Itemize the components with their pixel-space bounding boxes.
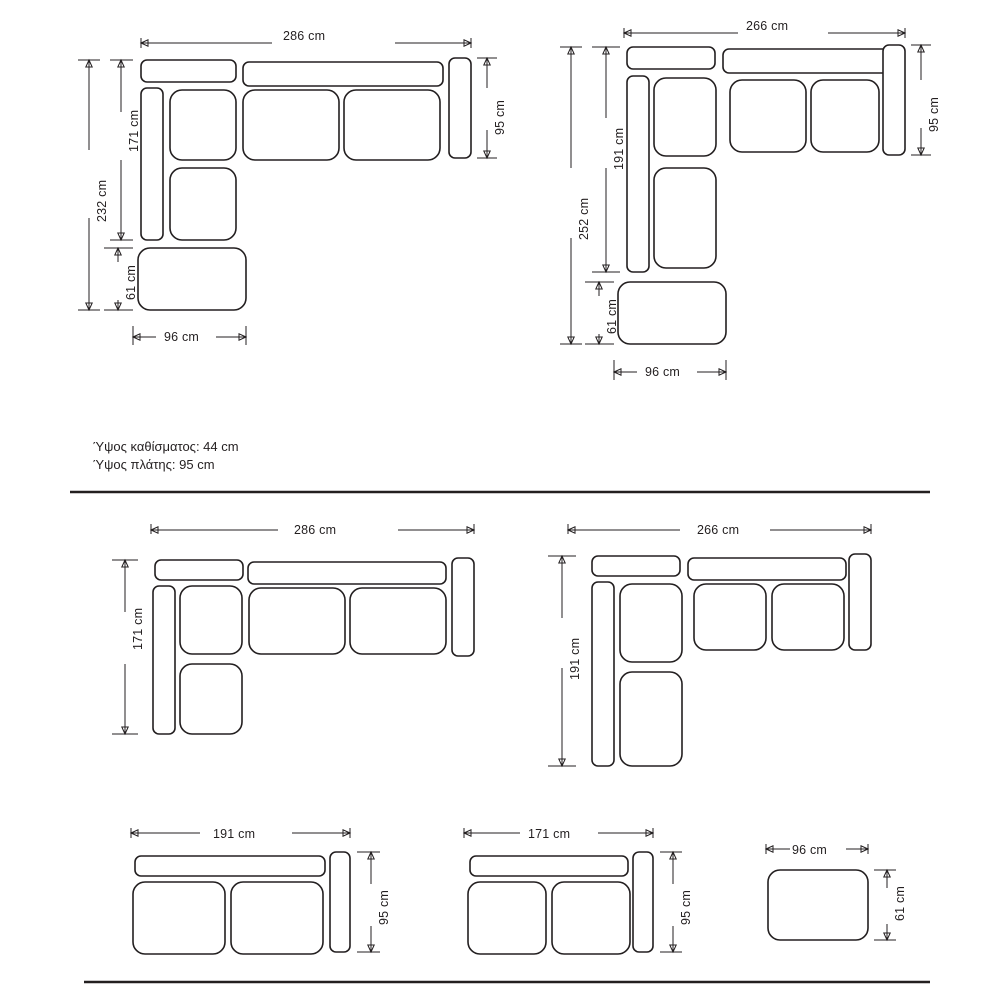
label-95-bottom-middle: 95 cm	[679, 889, 693, 925]
label-266-mid-right: 266 cm	[697, 523, 740, 537]
label-95-bottom-left: 95 cm	[377, 889, 391, 925]
label-96-top-right: 96 cm	[645, 365, 681, 379]
label-61-top-right: 61 cm	[605, 298, 619, 334]
label-61-top-left: 61 cm	[124, 264, 138, 300]
label-96-top-left: 96 cm	[164, 330, 200, 344]
label-61-bottom-right: 61 cm	[893, 885, 907, 921]
label-191-bottom-left: 191 cm	[213, 827, 256, 841]
note-seat-height: Ύψος καθίσματος: 44 cm	[93, 439, 239, 454]
label-286-top-left: 286 cm	[283, 29, 326, 43]
note-back-height: Ύψος πλάτης: 95 cm	[93, 457, 215, 472]
label-232-top-left: 232 cm	[95, 179, 109, 222]
label-252-top-right: 252 cm	[577, 197, 591, 240]
label-286-mid-left: 286 cm	[294, 523, 337, 537]
view-bottom-right-shapes	[766, 844, 896, 940]
label-96-bottom-right: 96 cm	[792, 843, 828, 857]
view-top-left-shapes	[78, 38, 497, 345]
label-171-top-left: 171 cm	[127, 109, 141, 152]
label-171-bottom-middle: 171 cm	[528, 827, 571, 841]
label-171-mid-left: 171 cm	[131, 607, 145, 650]
label-266-top-right: 266 cm	[746, 19, 789, 33]
view-mid-left-shapes	[112, 524, 474, 734]
view-bottom-middle-shapes	[464, 828, 682, 954]
view-bottom-left-shapes	[131, 828, 380, 954]
label-191-top-right: 191 cm	[612, 127, 626, 170]
label-95-top-right: 95 cm	[927, 96, 941, 132]
view-mid-right-shapes	[548, 524, 871, 766]
label-95-top-left: 95 cm	[493, 99, 507, 135]
label-191-mid-right: 191 cm	[568, 637, 582, 680]
